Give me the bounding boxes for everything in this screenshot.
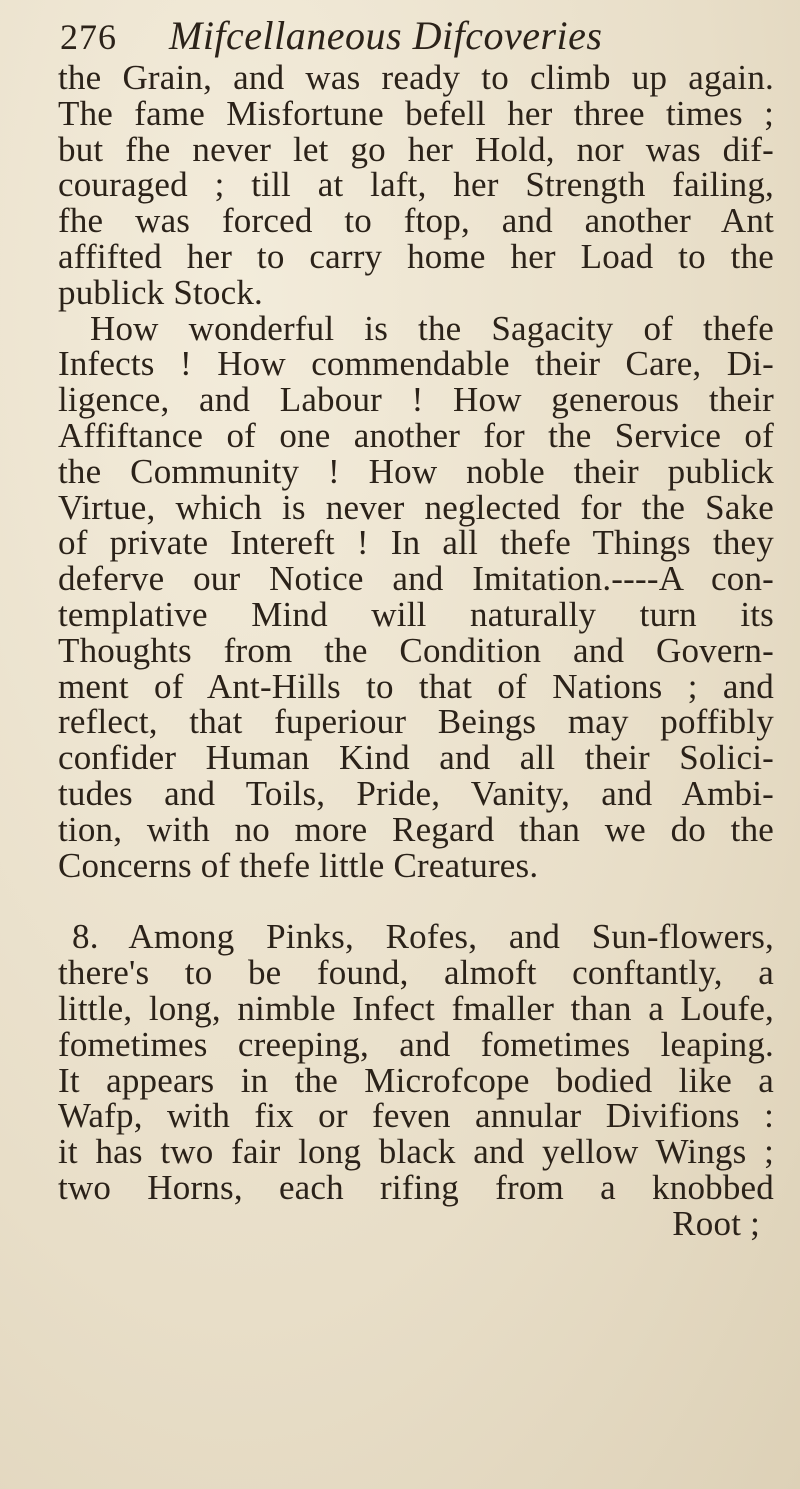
text-line: the Community ! How noble their publick <box>58 451 774 491</box>
text-line: two Horns, each rifing from a knobbed <box>58 1167 774 1207</box>
book-page <box>58 12 774 1242</box>
running-head: Mifcellaneous Difcoveries <box>169 13 603 58</box>
text-line: reflect, that fuperiour Beings may poffibly <box>58 702 774 742</box>
text-line: How wonderful is the Sagacity of thefe <box>90 308 774 348</box>
text-line: fometimes creeping, and fometimes leaping. <box>58 1024 774 1064</box>
text-line: tion, with no more Regard than we do the <box>58 809 774 849</box>
text-line: 8. Among Pinks, Rofes, and Sun-flowers, <box>72 917 774 957</box>
text-line: ligence, and Labour ! How generous their <box>58 380 774 420</box>
text-line: Infects ! How commendable their Care, Di- <box>58 344 774 384</box>
text-line: couraged ; till at laft, her Strength failing, <box>58 165 774 205</box>
text-line: affifted her to carry home her Load to the <box>58 236 774 276</box>
text-line: publick Stock. <box>58 272 264 312</box>
text-line: the Grain, and was ready to climb up again. <box>58 58 774 97</box>
paragraph-gap <box>58 883 774 919</box>
page-number: 276 <box>60 17 117 57</box>
text-line: it has two fair long black and yellow Wings ; <box>58 1132 774 1172</box>
text-line: but fhe never let go her Hold, nor was dif- <box>58 129 774 169</box>
text-line: The fame Misfortune befell her three times ; <box>58 93 774 133</box>
text-line: Affiftance of one another for the Service of <box>58 415 774 455</box>
text-line: deferve our Notice and Imitation.----A con- <box>58 559 774 599</box>
text-line: Thoughts from the Condition and Govern- <box>58 630 774 670</box>
paragraph-sagacity <box>58 308 774 885</box>
page-header <box>58 12 774 60</box>
text-line: confider Human Kind and all their Solici- <box>58 738 774 778</box>
text-line: It appears in the Microfcope bodied like a <box>58 1060 774 1100</box>
text-line: Concerns of thefe little Creatures. <box>58 845 539 885</box>
text-line: little, long, nimble Infect fmaller than a Loufe, <box>58 988 774 1028</box>
paragraph-section-8 <box>58 919 774 1241</box>
text-line: Wafp, with fix or feven annular Divifions : <box>58 1096 774 1136</box>
catchword: Root ; <box>672 1203 760 1243</box>
paragraph-ant-story <box>58 60 774 311</box>
text-line: templative Mind will naturally turn its <box>58 594 774 634</box>
text-line: there's to be found, almoft conftantly, a <box>58 953 774 993</box>
text-line: fhe was forced to ftop, and another Ant <box>58 201 774 241</box>
text-line: of private Intereft ! In all thefe Things they <box>58 523 774 563</box>
text-line: tudes and Toils, Pride, Vanity, and Ambi- <box>58 773 774 813</box>
text-line: ment of Ant-Hills to that of Nations ; and <box>58 666 774 706</box>
text-line: Virtue, which is never neglected for the Sake <box>58 487 774 527</box>
